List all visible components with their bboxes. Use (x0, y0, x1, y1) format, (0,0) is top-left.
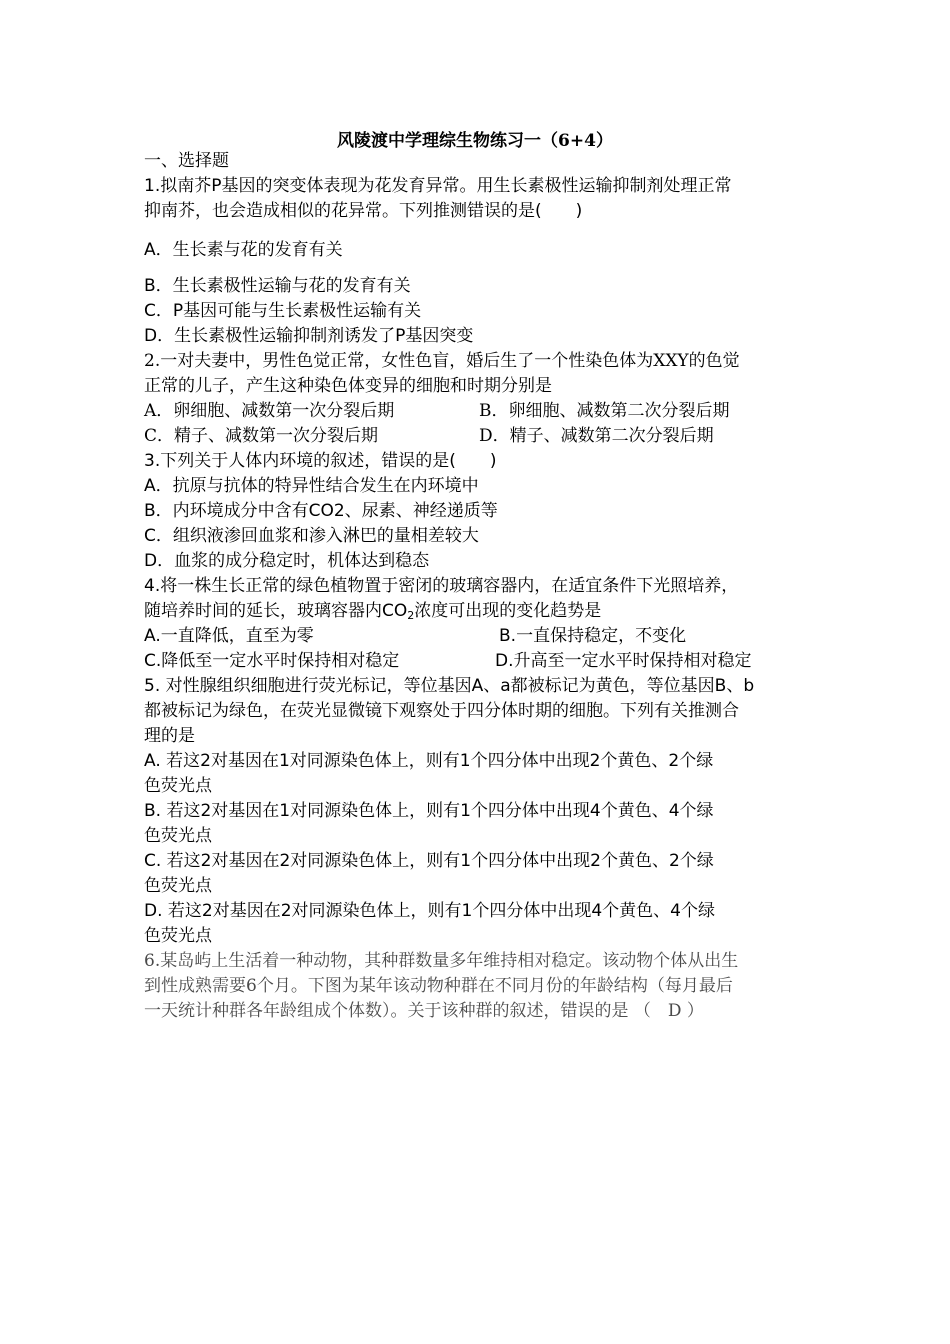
q5-option-a-line2: 色荧光点 (144, 776, 212, 796)
q5-option-d-line1: D. 若这2对基因在2对同源染色体上，则有1个四分体中出现4个黄色、4个绿 (144, 901, 715, 921)
q3-option-c: C．组织液渗回血浆和渗入淋巴的量相差较大 (144, 526, 479, 546)
q4-subscript: 2 (407, 609, 415, 622)
q2-stem-line2: 正常的儿子，产生这种染色体变异的细胞和时期分别是 (144, 376, 552, 396)
q1-stem-line2: 抑南芥，也会造成相似的花异常。下列推测错误的是( ) (144, 201, 583, 221)
q5-option-d-line2: 色荧光点 (144, 926, 212, 946)
q1-option-c: C．P基因可能与生长素极性运输有关 (144, 301, 422, 321)
q5-option-b-line1: B. 若这2对基因在1对同源染色体上，则有1个四分体中出现4个黄色、4个绿 (144, 801, 714, 821)
q3-option-b: B．内环境成分中含有CO2、尿素、神经递质等 (144, 501, 498, 521)
q4-option-d: D.升高至一定水平时保持相对稳定 (495, 651, 752, 671)
q5-option-b-line2: 色荧光点 (144, 826, 212, 846)
q3-option-a: A．抗原与抗体的特异性结合发生在内环境中 (144, 476, 479, 496)
page-title: 风陵渡中学理综生物练习一（6+4） (337, 131, 613, 151)
q2-option-d: D．精子、减数第二次分裂后期 (479, 426, 714, 446)
q2-option-a: A．卵细胞、减数第一次分裂后期 (144, 401, 395, 421)
q4-stem-line1: 4.将一株生长正常的绿色植物置于密闭的玻璃容器内，在适宜条件下光照培养， (144, 576, 739, 596)
q4-option-a: A.一直降低，直至为零 (144, 626, 314, 646)
q4-stem-line2 (144, 600, 601, 627)
q4-option-c: C.降低至一定水平时保持相对稳定 (144, 651, 400, 671)
q4-option-b: B.一直保持稳定，不变化 (499, 626, 687, 646)
section-heading: 一、选择题 (144, 151, 229, 171)
q5-stem-line1: 5. 对性腺组织细胞进行荧光标记，等位基因A、a都被标记为黄色，等位基因B、b (144, 676, 755, 696)
q5-stem-line2: 都被标记为绿色，在荧光显微镜下观察处于四分体时期的细胞。下列有关推测合 (144, 701, 739, 721)
q1-option-d: D．生长素极性运输抑制剂诱发了P基因突变 (144, 326, 474, 346)
q4-stem-line2-pre: 随培养时间的延长，玻璃容器内CO (144, 601, 408, 621)
q6-line2: 到性成熟需要6个月。下图为某年该动物种群在不同月份的年龄结构（每月最后 (144, 976, 733, 996)
q1-stem-line1: 1.拟南芥P基因的突变体表现为花发育异常。用生长素极性运输抑制剂处理正常 (144, 176, 732, 196)
q2-option-b: B．卵细胞、减数第二次分裂后期 (479, 401, 730, 421)
q2-option-c: C．精子、减数第一次分裂后期 (144, 426, 379, 446)
q5-option-c-line2: 色荧光点 (144, 876, 212, 896)
q5-option-a-line1: A. 若这2对基因在1对同源染色体上，则有1个四分体中出现2个黄色、2个绿 (144, 751, 714, 771)
q4-stem-line2-post: 浓度可出现的变化趋势是 (414, 601, 602, 621)
q3-stem: 3.下列关于人体内环境的叙述，错误的是( ) (144, 451, 497, 471)
q1-option-a: A．生长素与花的发育有关 (144, 240, 343, 260)
q6-line1: 6.某岛屿上生活着一种动物，其种群数量多年维持相对稳定。该动物个体从出生 (144, 951, 739, 971)
q6-line3: 一天统计种群各年龄组成个体数）。关于该种群的叙述，错误的是 （ D ） (144, 1001, 704, 1021)
q5-stem-line3: 理的是 (144, 726, 195, 746)
q2-stem-line1: 2.一对夫妻中，男性色觉正常，女性色盲，婚后生了一个性染色体为XXY的色觉 (144, 351, 740, 371)
q3-option-d: D．血浆的成分稳定时，机体达到稳态 (144, 551, 430, 571)
q5-option-c-line1: C. 若这2对基因在2对同源染色体上，则有1个四分体中出现2个黄色、2个绿 (144, 851, 714, 871)
q1-option-b: B．生长素极性运输与花的发育有关 (144, 276, 411, 296)
